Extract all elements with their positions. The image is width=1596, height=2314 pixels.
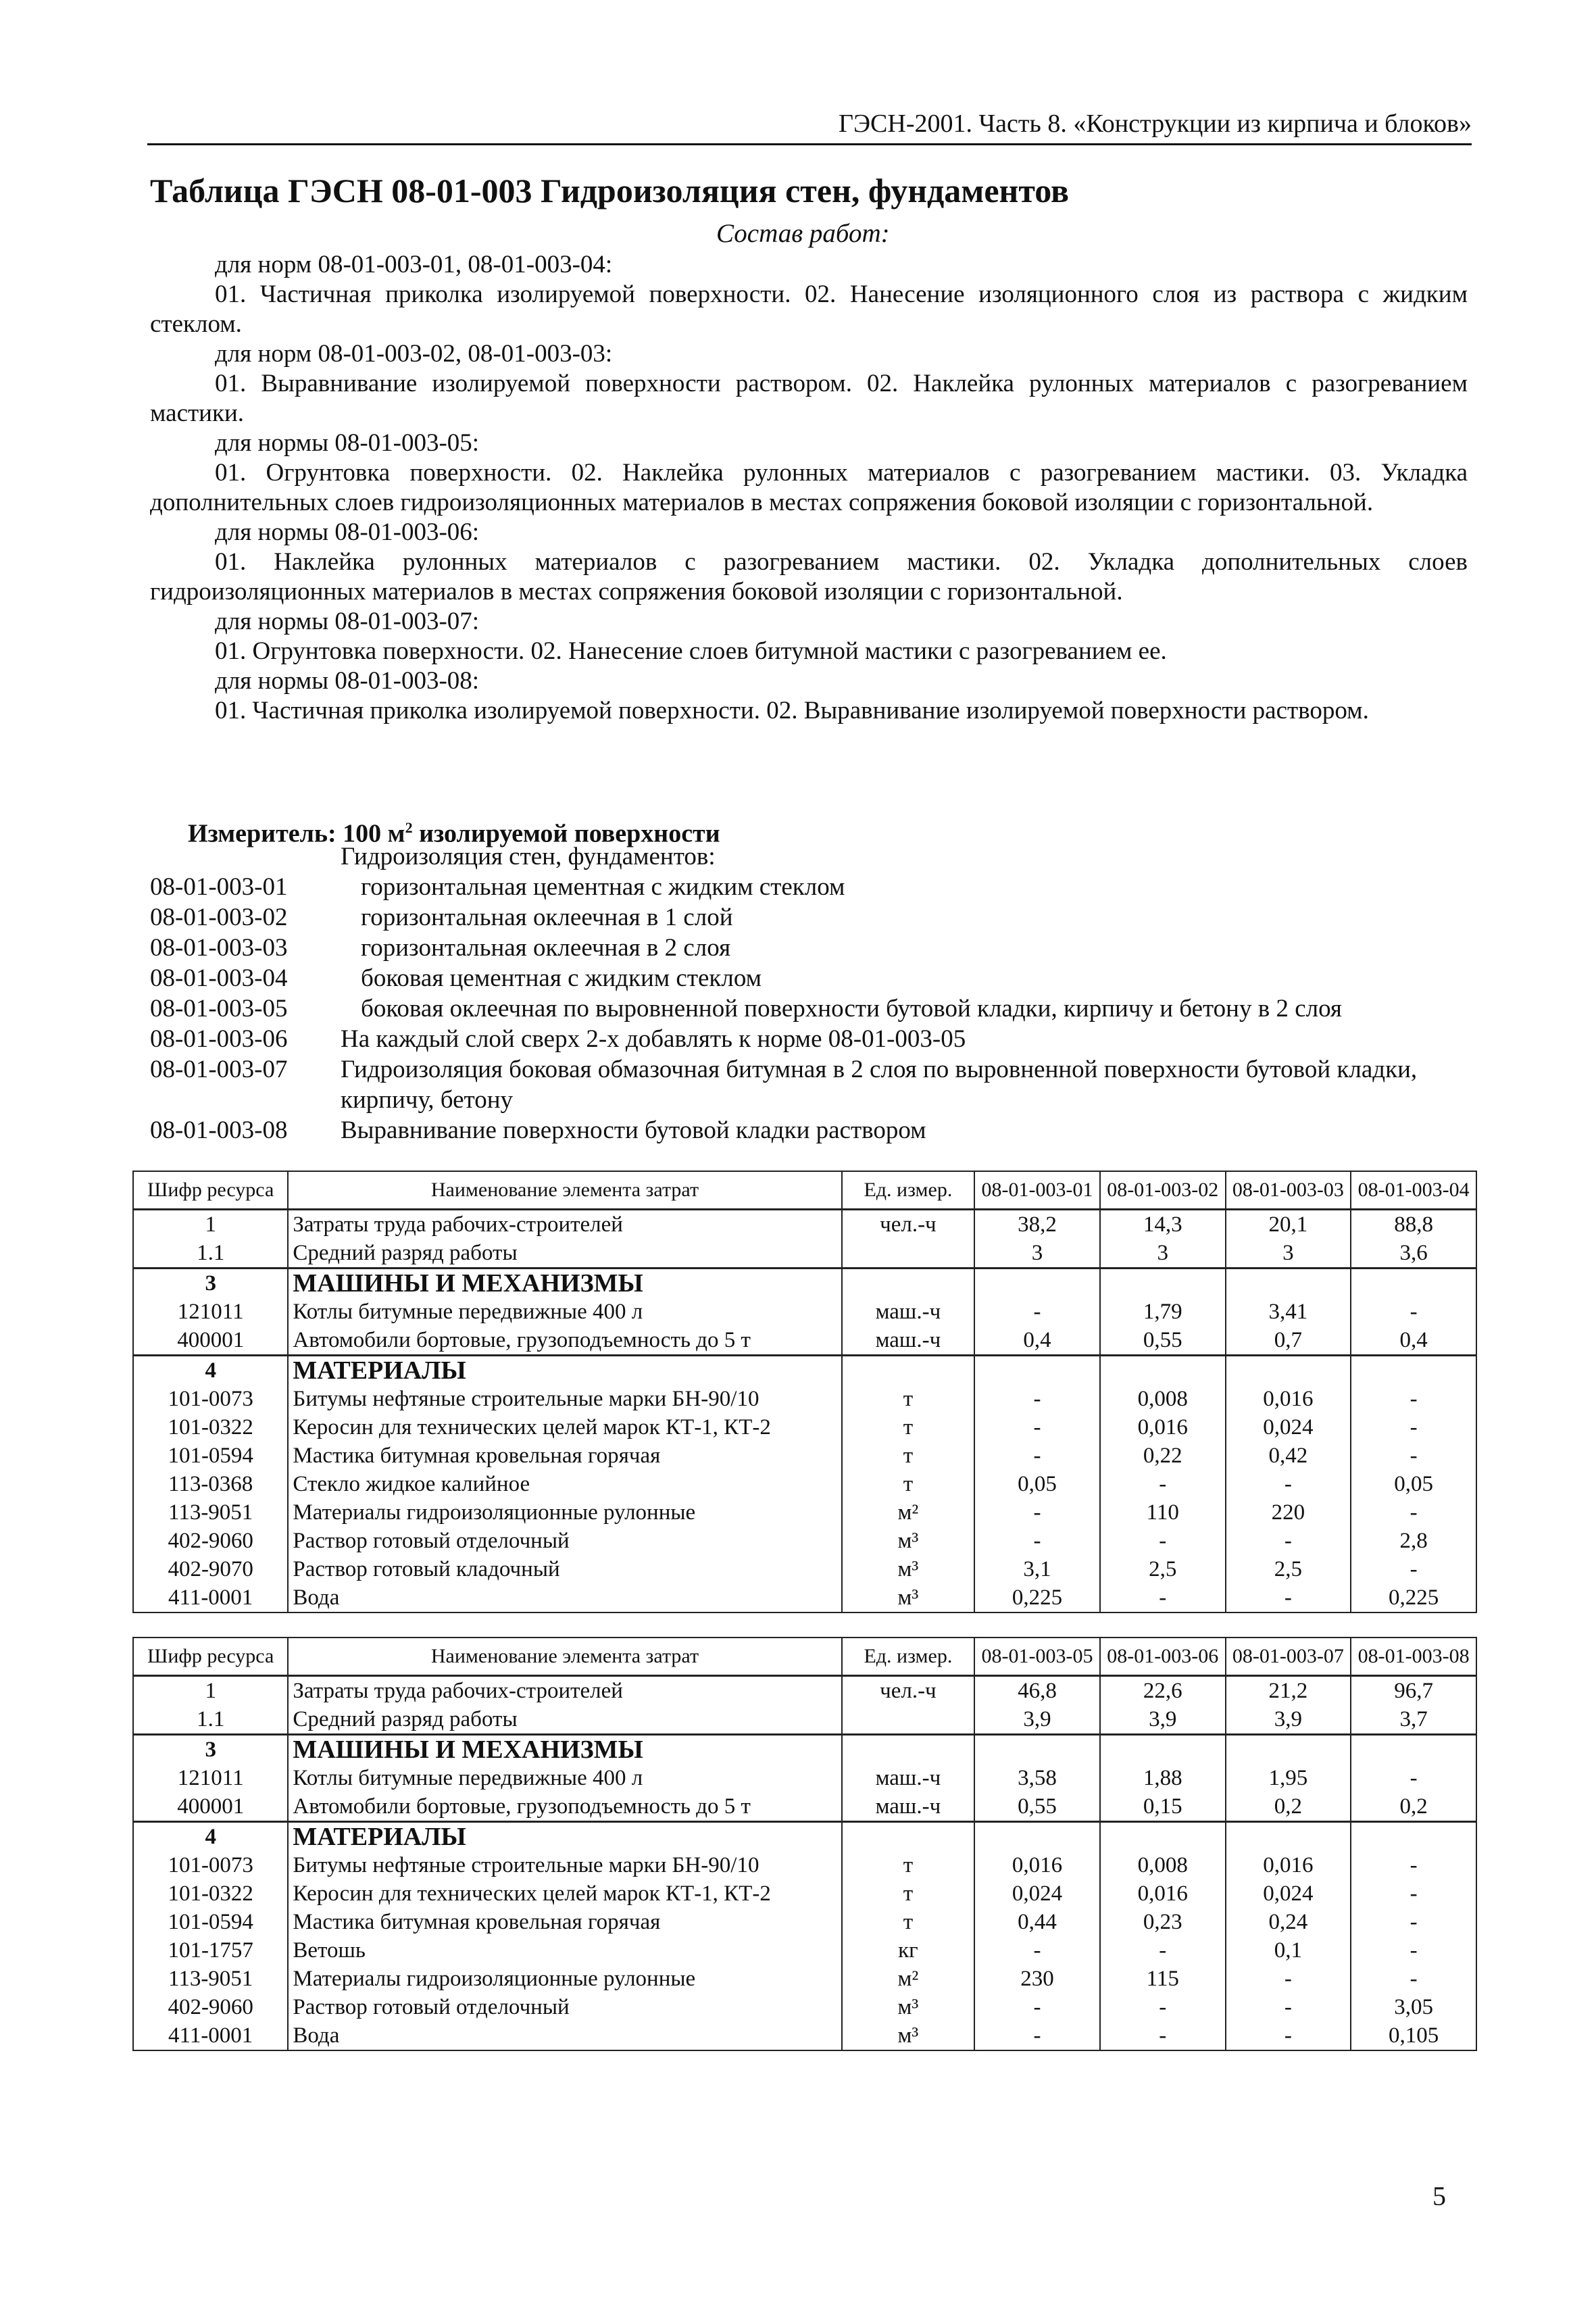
composition-operations: 01. Частичная приколка изолируемой поверхности. 02. Выравнивание изолируемой поверхности раствором.	[215, 697, 1369, 724]
resource-value: 3,7	[1351, 1705, 1476, 1735]
resource-value	[1351, 1269, 1476, 1298]
norm-code: 08-01-003-04	[150, 964, 288, 992]
resource-value: -	[974, 1413, 1100, 1442]
resource-value	[974, 1269, 1100, 1298]
resource-row	[133, 1676, 1476, 1706]
resource-value: -	[974, 1993, 1100, 2021]
resource-value	[1351, 1822, 1476, 1852]
resource-code: 101-0073	[133, 1385, 288, 1413]
composition-norms: для норм 08-01-003-01, 08-01-003-04:	[215, 251, 613, 278]
resource-table-2	[132, 1637, 1477, 2051]
resource-unit	[842, 1705, 975, 1735]
resource-name: Материалы гидроизоляционные рулонные	[288, 1965, 841, 1993]
resource-value: 0,55	[1100, 1326, 1226, 1356]
resource-value	[1100, 1735, 1226, 1765]
resource-code: 1.1	[133, 1239, 288, 1269]
resource-value: 0,24	[1226, 1908, 1351, 1936]
resource-code: 121011	[133, 1764, 288, 1792]
resource-row	[133, 1792, 1476, 1822]
resource-value: -	[1100, 1470, 1226, 1498]
resource-code: 411-0001	[133, 2021, 288, 2050]
section-row	[133, 1822, 1476, 1852]
resource-value: -	[1351, 1385, 1476, 1413]
code-row	[150, 1054, 1468, 1115]
resource-value: -	[974, 2021, 1100, 2050]
resource-code: 101-0322	[133, 1413, 288, 1442]
resource-value: 0,4	[974, 1326, 1100, 1356]
resource-value: 1,95	[1226, 1764, 1351, 1792]
resource-row	[133, 1210, 1476, 1239]
composition-operations: 01. Частичная приколка изолируемой поверхности. 02. Нанесение изоляционного слоя из раствора с жидким стеклом.	[150, 280, 1468, 338]
resource-unit: чел.-ч	[842, 1210, 975, 1239]
norm-code: 08-01-003-01	[150, 873, 288, 901]
resource-value: -	[974, 1936, 1100, 1965]
resource-unit	[842, 1356, 975, 1385]
resource-name: Керосин для технических целей марок КТ-1, КТ-2	[288, 1879, 841, 1908]
resource-unit: т	[842, 1908, 975, 1936]
resource-unit: м³	[842, 1993, 975, 2021]
resource-row	[133, 1936, 1476, 1965]
section-row	[133, 1356, 1476, 1385]
norm-code: 08-01-003-02	[150, 904, 288, 931]
resource-unit: м³	[842, 1555, 975, 1583]
norm-code: 08-01-003-08	[150, 1116, 288, 1144]
resource-value	[974, 1822, 1100, 1852]
resource-name: Мастика битумная кровельная горячая	[288, 1442, 841, 1470]
resource-value	[1100, 1269, 1226, 1298]
resource-code: 101-0322	[133, 1879, 288, 1908]
section-row	[133, 1269, 1476, 1298]
resource-value: 0,016	[1226, 1385, 1351, 1413]
header-unit: Ед. измер.	[842, 1638, 975, 1676]
resource-code: 1	[133, 1676, 288, 1706]
resource-value: -	[1351, 1442, 1476, 1470]
composition-norms: для нормы 08-01-003-07:	[215, 608, 480, 635]
resource-value: 3,9	[1100, 1705, 1226, 1735]
resource-name: Ветошь	[288, 1936, 841, 1965]
header-name: Наименование элемента затрат	[288, 1171, 841, 1210]
resource-value: 3,9	[974, 1705, 1100, 1735]
resource-row	[133, 1555, 1476, 1583]
norm-code: 08-01-003-07	[150, 1056, 288, 1083]
resource-value: -	[974, 1498, 1100, 1527]
table-header-row	[133, 1171, 1476, 1210]
resource-value: 3,1	[974, 1555, 1100, 1583]
resource-value: -	[1351, 1851, 1476, 1879]
meter-suffix: изолируемой поверхности	[412, 819, 720, 848]
resource-value	[1351, 1735, 1476, 1765]
header-norm-code: 08-01-003-01	[974, 1171, 1100, 1210]
composition-operations: 01. Огрунтовка поверхности. 02. Нанесение слоев битумной мастики с разогреванием ее.	[215, 637, 1167, 665]
resource-value: 0,15	[1100, 1792, 1226, 1822]
norm-code: 08-01-003-05	[150, 995, 288, 1023]
code-row	[150, 902, 1468, 933]
resource-value: -	[1226, 1583, 1351, 1613]
composition-operations: 01. Наклейка рулонных материалов с разогреванием мастики. 02. Укладка дополнительных слоев гидроизоляционных материалов в местах сопряжения боковой изоляции с горизонтальной.	[150, 548, 1468, 606]
resource-value: -	[1100, 1936, 1226, 1965]
code-row	[150, 1024, 1468, 1054]
resource-name: Котлы битумные передвижные 400 л	[288, 1298, 841, 1326]
resource-unit: м³	[842, 1527, 975, 1555]
code-row	[150, 963, 1468, 993]
resource-row	[133, 1764, 1476, 1792]
resource-code: 1.1	[133, 1705, 288, 1735]
norm-description: горизонтальная цементная с жидким стеклом	[361, 873, 845, 901]
resource-unit: маш.-ч	[842, 1298, 975, 1326]
group-title: Гидроизоляция стен, фундаментов:	[341, 843, 716, 870]
resource-unit	[842, 1822, 975, 1852]
resource-value: 0,2	[1226, 1792, 1351, 1822]
resource-code: 1	[133, 1210, 288, 1239]
page-number: 5	[1432, 2181, 1446, 2211]
resource-name: Раствор готовый отделочный	[288, 1527, 841, 1555]
resource-row	[133, 1470, 1476, 1498]
resource-row	[133, 1239, 1476, 1269]
resource-value	[1226, 1356, 1351, 1385]
resource-unit: т	[842, 1385, 975, 1413]
norm-description: горизонтальная оклеечная в 2 слоя	[361, 934, 731, 962]
resource-value: 0,2	[1351, 1792, 1476, 1822]
resource-unit: маш.-ч	[842, 1326, 975, 1356]
header-norm-code: 08-01-003-04	[1351, 1171, 1476, 1210]
resource-value: 96,7	[1351, 1676, 1476, 1706]
resource-value: -	[1351, 1413, 1476, 1442]
resource-value: 0,024	[1226, 1413, 1351, 1442]
meter-sup: 2	[405, 819, 413, 836]
resource-value: 3	[1226, 1239, 1351, 1269]
resource-row	[133, 1385, 1476, 1413]
resource-value: 0,55	[974, 1792, 1100, 1822]
header-name: Наименование элемента затрат	[288, 1638, 841, 1676]
resource-unit: чел.-ч	[842, 1676, 975, 1706]
code-row	[150, 993, 1468, 1024]
resource-code: 101-0594	[133, 1908, 288, 1936]
resource-name: Автомобили бортовые, грузоподъемность до 5 т	[288, 1792, 841, 1822]
resource-name: Вода	[288, 1583, 841, 1613]
resource-value: 14,3	[1100, 1210, 1226, 1239]
resource-value: 3	[1100, 1239, 1226, 1269]
resource-code: 101-1757	[133, 1936, 288, 1965]
norm-description: горизонтальная оклеечная в 1 слой	[361, 904, 733, 931]
resource-row	[133, 1583, 1476, 1613]
resource-value: 3,41	[1226, 1298, 1351, 1326]
resource-code: 4	[133, 1822, 288, 1852]
resource-name: Средний разряд работы	[288, 1705, 841, 1735]
resource-value: 0,23	[1100, 1908, 1226, 1936]
resource-value: 0,024	[1226, 1879, 1351, 1908]
resource-name: Керосин для технических целей марок КТ-1, КТ-2	[288, 1413, 841, 1442]
resource-unit: маш.-ч	[842, 1792, 975, 1822]
code-row	[150, 933, 1468, 963]
header-code: Шифр ресурса	[133, 1171, 288, 1210]
resource-value	[974, 1356, 1100, 1385]
resource-row	[133, 1879, 1476, 1908]
resource-unit	[842, 1239, 975, 1269]
table-header-row	[133, 1638, 1476, 1676]
resource-name: Материалы гидроизоляционные рулонные	[288, 1498, 841, 1527]
resource-value: 0,7	[1226, 1326, 1351, 1356]
resource-value: 0,008	[1100, 1851, 1226, 1879]
resource-value: 110	[1100, 1498, 1226, 1527]
resource-unit: м²	[842, 1965, 975, 1993]
section-row	[133, 1735, 1476, 1765]
resource-value: 3	[974, 1239, 1100, 1269]
resource-row	[133, 1908, 1476, 1936]
resource-unit	[842, 1735, 975, 1765]
resource-value: 0,05	[974, 1470, 1100, 1498]
meter-prefix: Измеритель: 100 м	[188, 819, 405, 848]
resource-value	[1226, 1822, 1351, 1852]
header-norm-code: 08-01-003-08	[1351, 1638, 1476, 1676]
resource-unit: т	[842, 1413, 975, 1442]
resource-value: -	[1351, 1879, 1476, 1908]
resource-value: 0,22	[1100, 1442, 1226, 1470]
resource-value: 115	[1100, 1965, 1226, 1993]
resource-row	[133, 2021, 1476, 2050]
resource-name: Автомобили бортовые, грузоподъемность до 5 т	[288, 1326, 841, 1356]
resource-value	[974, 1735, 1100, 1765]
resource-row	[133, 1965, 1476, 1993]
table-title: Таблица ГЭСН 08-01-003 Гидроизоляция стен, фундаментов	[150, 172, 1070, 210]
resource-value: 2,8	[1351, 1527, 1476, 1555]
resource-value: 0,016	[1100, 1413, 1226, 1442]
resource-value: 0,1	[1226, 1936, 1351, 1965]
resource-code: 3	[133, 1269, 288, 1298]
resource-value: 0,05	[1351, 1470, 1476, 1498]
resource-value: 0,225	[974, 1583, 1100, 1613]
resource-value: 0,42	[1226, 1442, 1351, 1470]
resource-row	[133, 1993, 1476, 2021]
resource-value	[1226, 1269, 1351, 1298]
resource-unit: м³	[842, 2021, 975, 2050]
resource-value: 38,2	[974, 1210, 1100, 1239]
resource-value: -	[1226, 2021, 1351, 2050]
resource-row	[133, 1705, 1476, 1735]
resource-value: 1,79	[1100, 1298, 1226, 1326]
code-row	[150, 1115, 1468, 1146]
resource-value: -	[974, 1527, 1100, 1555]
resource-row	[133, 1326, 1476, 1356]
resource-name: Стекло жидкое калийное	[288, 1470, 841, 1498]
resource-code: 400001	[133, 1792, 288, 1822]
resource-value	[1226, 1735, 1351, 1765]
resource-value: 3,6	[1351, 1239, 1476, 1269]
resource-row	[133, 1413, 1476, 1442]
resource-value: 0,44	[974, 1908, 1100, 1936]
resource-code: 4	[133, 1356, 288, 1385]
resource-value: -	[1351, 1498, 1476, 1527]
composition-label: Состав работ:	[716, 219, 890, 248]
resource-code: 113-9051	[133, 1965, 288, 1993]
norm-code-list	[150, 872, 1468, 1146]
resource-value: 0,016	[1226, 1851, 1351, 1879]
resource-unit: м³	[842, 1583, 975, 1613]
composition-norms: для нормы 08-01-003-06:	[215, 518, 480, 546]
resource-name: Раствор готовый отделочный	[288, 1993, 841, 2021]
resource-value: 0,105	[1351, 2021, 1476, 2050]
composition-norms: для нормы 08-01-003-08:	[215, 667, 480, 695]
resource-value: -	[974, 1385, 1100, 1413]
resource-code: 402-9060	[133, 1527, 288, 1555]
composition-operations: 01. Огрунтовка поверхности. 02. Наклейка рулонных материалов с разогреванием мастики. 03. Укладка дополнительных слоев гидроизоляционных материалов в местах сопряжения боковой изоляции с горизонтальной.	[150, 459, 1468, 516]
resource-value: 3,05	[1351, 1993, 1476, 2021]
resource-name: МАШИНЫ И МЕХАНИЗМЫ	[288, 1735, 841, 1765]
resource-name: Затраты труда рабочих-строителей	[288, 1676, 841, 1706]
norm-description: боковая цементная с жидким стеклом	[361, 964, 762, 992]
resource-unit: кг	[842, 1936, 975, 1965]
resource-table-1	[132, 1171, 1477, 1613]
resource-row	[133, 1298, 1476, 1326]
resource-code: 402-9060	[133, 1993, 288, 2021]
resource-name: Затраты труда рабочих-строителей	[288, 1210, 841, 1239]
resource-code: 101-0073	[133, 1851, 288, 1879]
resource-value	[1100, 1822, 1226, 1852]
resource-value: 2,5	[1100, 1555, 1226, 1583]
resource-unit: т	[842, 1470, 975, 1498]
resource-value: 230	[974, 1965, 1100, 1993]
header-norm-code: 08-01-003-05	[974, 1638, 1100, 1676]
resource-code: 402-9070	[133, 1555, 288, 1583]
resource-unit	[842, 1269, 975, 1298]
resource-value: -	[1100, 1527, 1226, 1555]
resource-name: МАТЕРИАЛЫ	[288, 1822, 841, 1852]
resource-code: 121011	[133, 1298, 288, 1326]
header-norm-code: 08-01-003-02	[1100, 1171, 1226, 1210]
header-code: Шифр ресурса	[133, 1638, 288, 1676]
resource-value: -	[1351, 1764, 1476, 1792]
resource-row	[133, 1527, 1476, 1555]
norm-description: Гидроизоляция боковая обмазочная битумная в 2 слоя по выровненной поверхности бутовой кладки, кирпичу, бетону	[341, 1056, 1418, 1114]
resource-row	[133, 1442, 1476, 1470]
resource-value: -	[974, 1442, 1100, 1470]
resource-code: 400001	[133, 1326, 288, 1356]
resource-value: -	[1351, 1936, 1476, 1965]
resource-value: -	[1100, 1583, 1226, 1613]
header-norm-code: 08-01-003-07	[1226, 1638, 1351, 1676]
composition-norms: для нормы 08-01-003-05:	[215, 429, 480, 457]
resource-code: 113-0368	[133, 1470, 288, 1498]
resource-value: -	[1226, 1527, 1351, 1555]
resource-value: 0,024	[974, 1879, 1100, 1908]
resource-code: 3	[133, 1735, 288, 1765]
resource-code: 101-0594	[133, 1442, 288, 1470]
resource-row	[133, 1851, 1476, 1879]
resource-value: -	[1100, 1993, 1226, 2021]
resource-value: 88,8	[1351, 1210, 1476, 1239]
resource-value: -	[1351, 1298, 1476, 1326]
resource-value: 1,88	[1100, 1764, 1226, 1792]
resource-code: 411-0001	[133, 1583, 288, 1613]
resource-value: 0,225	[1351, 1583, 1476, 1613]
resource-value: -	[1351, 1965, 1476, 1993]
resource-name: МАШИНЫ И МЕХАНИЗМЫ	[288, 1269, 841, 1298]
resource-value: -	[1351, 1908, 1476, 1936]
resource-value: 22,6	[1100, 1676, 1226, 1706]
resource-value: -	[1100, 2021, 1226, 2050]
header-unit: Ед. измер.	[842, 1171, 975, 1210]
resource-name: Средний разряд работы	[288, 1239, 841, 1269]
resource-value: -	[974, 1298, 1100, 1326]
running-header: ГЭСН-2001. Часть 8. «Конструкции из кирпича и блоков»	[147, 108, 1472, 145]
header-norm-code: 08-01-003-06	[1100, 1638, 1226, 1676]
resource-unit: т	[842, 1851, 975, 1879]
resource-name: Вода	[288, 2021, 841, 2050]
norm-description: На каждый слой сверх 2-х добавлять к норме 08-01-003-05	[341, 1025, 966, 1053]
resource-value: -	[1226, 1965, 1351, 1993]
resource-name: МАТЕРИАЛЫ	[288, 1356, 841, 1385]
resource-unit: т	[842, 1442, 975, 1470]
resource-value: 0,016	[1100, 1879, 1226, 1908]
resource-value: 0,008	[1100, 1385, 1226, 1413]
resource-name: Мастика битумная кровельная горячая	[288, 1908, 841, 1936]
resource-name: Битумы нефтяные строительные марки БН-90/10	[288, 1385, 841, 1413]
resource-value: 0,4	[1351, 1326, 1476, 1356]
resource-name: Раствор готовый кладочный	[288, 1555, 841, 1583]
resource-unit: м²	[842, 1498, 975, 1527]
resource-name: Битумы нефтяные строительные марки БН-90/10	[288, 1851, 841, 1879]
norm-description: боковая оклеечная по выровненной поверхности бутовой кладки, кирпичу и бетону в 2 слоя	[361, 995, 1342, 1023]
norm-code: 08-01-003-06	[150, 1025, 288, 1053]
resource-unit: маш.-ч	[842, 1764, 975, 1792]
resource-value: 0,016	[974, 1851, 1100, 1879]
norm-code: 08-01-003-03	[150, 934, 288, 962]
resource-value: 2,5	[1226, 1555, 1351, 1583]
resource-value: 20,1	[1226, 1210, 1351, 1239]
resource-value: 3,9	[1226, 1705, 1351, 1735]
resource-value: -	[1226, 1470, 1351, 1498]
resource-value: 46,8	[974, 1676, 1100, 1706]
resource-row	[133, 1498, 1476, 1527]
resource-value: -	[1351, 1555, 1476, 1583]
header-norm-code: 08-01-003-03	[1226, 1171, 1351, 1210]
resource-value	[1100, 1356, 1226, 1385]
composition-norms: для норм 08-01-003-02, 08-01-003-03:	[215, 340, 613, 368]
resource-value: 220	[1226, 1498, 1351, 1527]
resource-unit: т	[842, 1879, 975, 1908]
resource-value: -	[1226, 1993, 1351, 2021]
resource-code: 113-9051	[133, 1498, 288, 1527]
code-row	[150, 872, 1468, 902]
resource-value: 21,2	[1226, 1676, 1351, 1706]
resource-value: 3,58	[974, 1764, 1100, 1792]
composition-of-works	[150, 250, 1468, 726]
resource-name: Котлы битумные передвижные 400 л	[288, 1764, 841, 1792]
composition-operations: 01. Выравнивание изолируемой поверхности раствором. 02. Наклейка рулонных материалов с разогреванием мастики.	[150, 370, 1468, 427]
resource-value	[1351, 1356, 1476, 1385]
norm-description: Выравнивание поверхности бутовой кладки раствором	[341, 1116, 926, 1144]
